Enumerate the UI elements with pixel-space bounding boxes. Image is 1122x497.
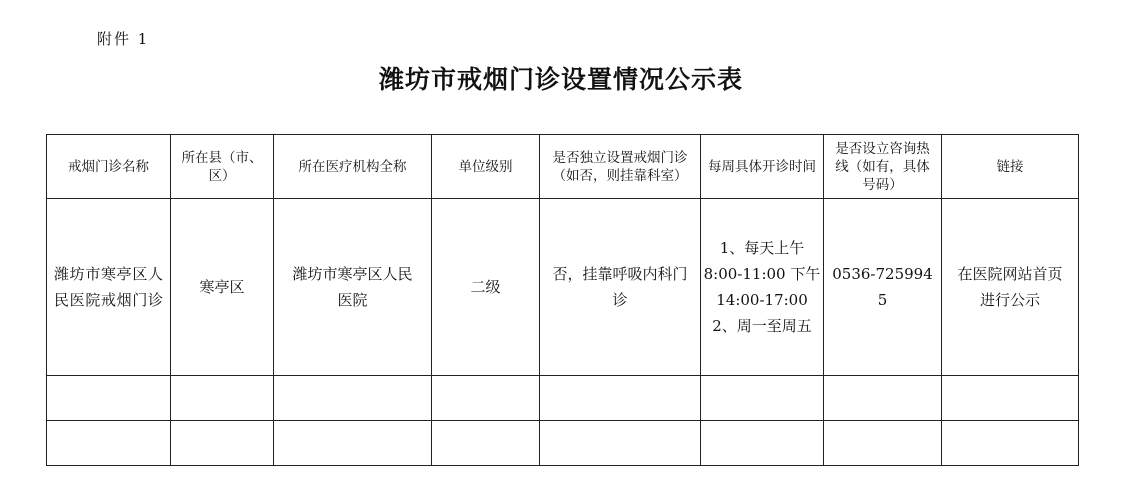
- cell-hours: 1、每天上午 8:00-11:00 下午 14:00-17:00 2、周一至周五: [701, 199, 824, 376]
- table-cell: [171, 421, 274, 466]
- header-county: 所在县（市、区）: [171, 135, 274, 199]
- cell-hotline: 0536-7259945: [824, 199, 942, 376]
- table-cell: [432, 376, 540, 421]
- table-cell: [274, 376, 432, 421]
- clinic-table: [46, 134, 1079, 466]
- cell-link: 在医院网站首页进行公示: [942, 199, 1079, 376]
- table-cell: [701, 421, 824, 466]
- header-hours: 每周具体开诊时间: [701, 135, 824, 199]
- table-header-row: [47, 135, 1079, 199]
- table-cell: [47, 421, 171, 466]
- header-independent: 是否独立设置戒烟门诊（如否，则挂靠科室）: [540, 135, 701, 199]
- cell-level: 二级: [432, 199, 540, 376]
- table-cell: [540, 376, 701, 421]
- cell-independent: 否，挂靠呼吸内科门诊: [540, 199, 701, 376]
- table-cell: [824, 376, 942, 421]
- table-cell: [274, 421, 432, 466]
- table-row: [47, 376, 1079, 421]
- table-cell: [942, 421, 1079, 466]
- table-cell: [47, 376, 171, 421]
- header-level: 单位级别: [432, 135, 540, 199]
- cell-clinic-name: 潍坊市寒亭区人民医院戒烟门诊: [47, 199, 171, 376]
- header-clinic-name: 戒烟门诊名称: [47, 135, 171, 199]
- header-hotline: 是否设立咨询热线（如有，具体号码）: [824, 135, 942, 199]
- attachment-label: 附件 1: [97, 30, 150, 48]
- table-row: [47, 199, 1079, 376]
- table-cell: [824, 421, 942, 466]
- table-row: [47, 421, 1079, 466]
- table-cell: [701, 376, 824, 421]
- header-link: 链接: [942, 135, 1079, 199]
- cell-county: 寒亭区: [171, 199, 274, 376]
- page-title: 潍坊市戒烟门诊设置情况公示表: [378, 65, 743, 94]
- table-cell: [432, 421, 540, 466]
- table-cell: [171, 376, 274, 421]
- table-cell: [942, 376, 1079, 421]
- header-institution: 所在医疗机构全称: [274, 135, 432, 199]
- table-cell: [540, 421, 701, 466]
- cell-institution: 潍坊市寒亭区人民医院: [274, 199, 432, 376]
